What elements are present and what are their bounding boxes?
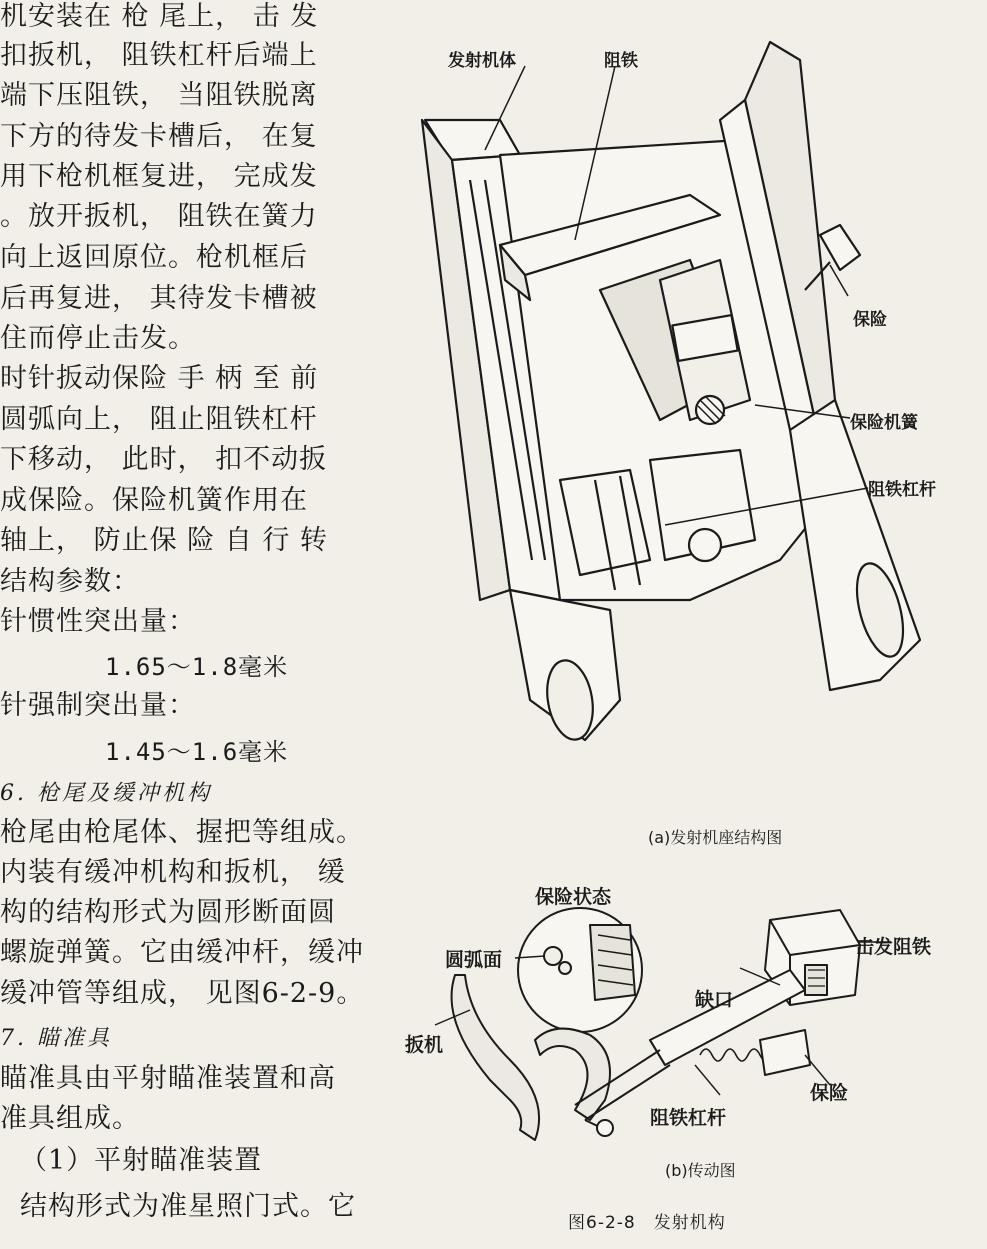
text-line: 结构参数： (0, 566, 140, 597)
label-firing-body: 发射机体 (448, 51, 516, 71)
label-firing-sear: 击发阻铁 (855, 936, 932, 958)
text-line: 轴上， 防止保 险 自 行 转 (0, 525, 328, 556)
label-notch: 缺口 (695, 989, 734, 1011)
figure-column (360, 0, 987, 1249)
text-line: 准具组成。 (0, 1103, 140, 1134)
body-text-column (0, 0, 365, 1249)
text-line: 针惯性突出量： (0, 606, 196, 637)
label-safety: 保险 (853, 310, 887, 330)
label-safety-spring: 保险机簧 (850, 413, 918, 433)
figure-b-caption: (b)传动图 (665, 1161, 736, 1180)
text-line: 下移动， 此时， 扣不动扳 (0, 444, 328, 475)
text-line: 端下压阻铁， 当阻铁脱离 (0, 80, 318, 111)
section-heading: 6. 枪尾及缓冲机构 (0, 781, 212, 806)
text-line: 下方的待发卡槽后， 在复 (0, 121, 318, 152)
text-line: 构的结构形式为圆形断面圆 (0, 897, 336, 928)
text-line: 扣扳机， 阻铁杠杆后端上 (0, 40, 318, 71)
label-sear: 阻铁 (604, 51, 638, 71)
parameter-value: 1.65～1.8毫米 (105, 653, 289, 681)
text-line: 向上返回原位。枪机框后 (0, 242, 308, 273)
parameter-value: 1.45～1.6毫米 (105, 738, 289, 766)
text-line: 后再复进， 其待发卡槽被 (0, 283, 318, 314)
text-line: 缓冲管等组成， 见图6-2-9。 (0, 978, 365, 1009)
subsection-heading: （1）平射瞄准装置 (20, 1145, 263, 1176)
section-heading: 7. 瞄准具 (0, 1026, 112, 1051)
text-line: 螺旋弹簧。它由缓冲杆，缓冲 (0, 937, 364, 968)
text-line: 成保险。保险机簧作用在 (0, 485, 308, 516)
text-line: 住而停止击发。 (0, 323, 196, 354)
text-line: 时针扳动保险 手 柄 至 前 (0, 363, 319, 394)
text-line: 机安装在 枪 尾上， 击 发 (0, 1, 319, 32)
text-line: 针强制突出量： (0, 690, 196, 721)
text-line: 枪尾由枪尾体、握把等组成。 (0, 817, 364, 848)
text-line: 结构形式为准星照门式。它 (20, 1191, 356, 1222)
label-sear-lever: 阻铁杠杆 (650, 1107, 727, 1129)
label-safety: 保险 (810, 1082, 849, 1104)
text-line: 圆弧向上， 阻止阻铁杠杆 (0, 404, 318, 435)
label-sear-lever: 阻铁杠杆 (868, 480, 936, 500)
text-line: 内装有缓冲机构和扳机， 缓 (0, 857, 346, 888)
text-line: 。放开扳机， 阻铁在簧力 (0, 201, 318, 232)
text-line: 用下枪机框复进， 完成发 (0, 161, 318, 192)
label-arc-surface: 圆弧面 (445, 949, 503, 971)
label-trigger: 扳机 (405, 1034, 444, 1056)
label-safety-state: 保险状态 (535, 886, 612, 908)
figure-a-caption: (a)发射机座结构图 (648, 828, 783, 847)
figure-title: 图6-2-8 发射机构 (568, 1213, 726, 1233)
text-line: 瞄准具由平射瞄准装置和高 (0, 1063, 336, 1094)
